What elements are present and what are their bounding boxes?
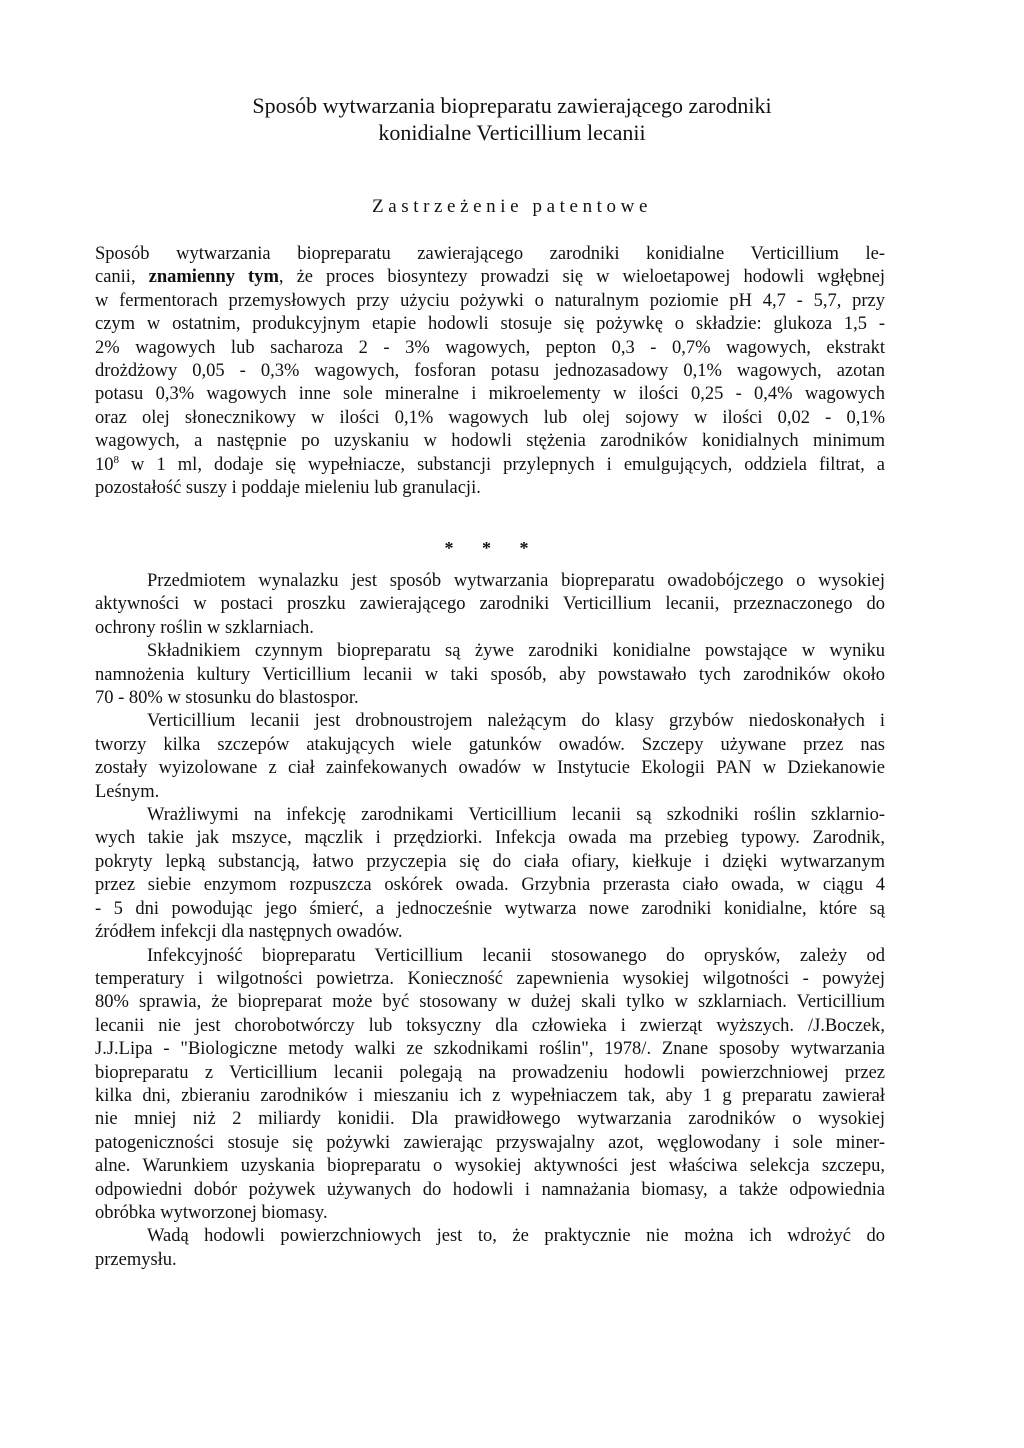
claim-line: pozostałość suszy i poddaje mieleniu lub granulacji. bbox=[95, 478, 481, 499]
description-line: J.J.Lipa - "Biologiczne metody walki ze szkodnikami roślin", 1978/. Znane sposoby wytwarzania bbox=[95, 1039, 885, 1060]
description-line: obróbka wytworzonej biomasy. bbox=[95, 1202, 328, 1223]
description-line: zostały wyizolowane z ciał zainfekowanych owadów w Instytucie Ekologii PAN w Dziekanowie bbox=[95, 758, 885, 779]
title-line-1: Sposób wytwarzania biopreparatu zawierającego zarodniki bbox=[252, 93, 772, 118]
description-line: namnożenia kultury Verticillium lecanii w taki sposób, aby powstawało tych zarodników około bbox=[95, 664, 885, 685]
description-line: ochrony roślin w szklarniach. bbox=[95, 617, 314, 638]
description-line: pokryty lepką substancją, łatwo przyczepia się do ciała ofiary, kiełkuje i dzięki wytwarzanym bbox=[95, 851, 885, 872]
claim-text: w 1 ml, dodaje się wypełniacze, substancji przylepnych i emulgujących, oddziela filtrat, a bbox=[119, 454, 885, 475]
claim-text: 10 bbox=[95, 454, 114, 475]
claim-line: drożdżowy 0,05 - 0,3% wagowych, fosforan potasu jednozasadowy 0,1% wagowych, azotan bbox=[95, 361, 885, 382]
description-line: alne. Warunkiem uzyskania biopreparatu o wysokiej aktywności jest właściwa selekcja szczepu, bbox=[95, 1156, 885, 1177]
claim-exponent: 8 bbox=[113, 453, 119, 466]
description-line: Leśnym. bbox=[95, 781, 160, 802]
description-line: Verticillium lecanii jest drobnoustrojem należącym do klasy grzybów niedoskonałych i bbox=[147, 711, 885, 732]
description-line: przez siebie enzymom rozpuszcza oskórek owada. Grzybnia przerasta ciało owada, w ciągu 4 bbox=[95, 875, 885, 896]
description-line: nie mniej niż 2 miliardy konidii. Dla prawidłowego wytwarzania zarodników o wysokiej bbox=[95, 1109, 885, 1130]
description-line: aktywności w postaci proszku zawierającego zarodniki Verticillium lecanii, przeznaczonego do bbox=[95, 594, 885, 615]
claim-emphasis: znamienny tym bbox=[148, 267, 279, 288]
description-body bbox=[95, 570, 885, 1272]
claim-line: potasu 0,3% wagowych inne sole mineralne i mikroelementy w ilości 0,25 - 0,4% wagowych bbox=[95, 384, 885, 405]
description-line: temperatury i wilgotności powietrza. Konieczność zapewnienia wysokiej wilgotności - powyżej bbox=[95, 968, 885, 989]
description-line: wych takie jak mszyce, mączlik i przędziorki. Infekcja owada ma przebieg typowy. Zarodnik, bbox=[95, 828, 885, 849]
claim-line: wagowych, a następnie po uzyskaniu w hodowli stężenia zarodników konidialnych minimum bbox=[95, 431, 885, 452]
description-line: kilka dni, zbieraniu zarodników i mieszaniu ich z wypełniaczem tak, aby 1 g preparatu zawierał bbox=[95, 1085, 885, 1106]
claim-line: Sposób wytwarzania biopreparatu zawierającego zarodniki konidialne Verticillium le- bbox=[95, 244, 885, 264]
claim-line: w fermentorach przemysłowych przy użyciu pożywki o naturalnym poziomie pH 4,7 - 5,7, przy bbox=[95, 290, 885, 311]
description-line: przemysłu. bbox=[95, 1249, 177, 1270]
description-line: 80% sprawia, że biopreparat może być stosowany w dużej skali tylko w szklarniach. Verticillium bbox=[95, 992, 885, 1013]
description-line: źródłem infekcji dla następnych owadów. bbox=[95, 922, 403, 943]
claim-line: 2% wagowych lub sacharoza 2 - 3% wagowych, pepton 0,3 - 0,7% wagowych, ekstrakt bbox=[95, 337, 885, 358]
claim-line: czym w ostatnim, produkcyjnym etapie hodowli stosuje się pożywkę o składzie: glukoza 1,5 - bbox=[95, 314, 885, 335]
description-line: patogeniczności stosuje się pożywki zawierając przyswajalny azot, węglowodany i sole miner- bbox=[95, 1132, 885, 1153]
claim-line: oraz olej słonecznikowy w ilości 0,1% wagowych lub olej sojowy w ilości 0,02 - 0,1% bbox=[95, 407, 885, 428]
section-separator: * * * bbox=[444, 538, 541, 558]
claim-text: , że proces biosyntezy prowadzi się w wieloetapowej hodowli wgłębnej bbox=[278, 267, 885, 288]
description-line: biopreparatu z Verticillium lecanii polegają na prowadzeniu hodowli powierzchniowej przez bbox=[95, 1062, 885, 1083]
claims-heading: Zastrzeżenie patentowe bbox=[371, 196, 652, 217]
description-line: Składnikiem czynnym biopreparatu są żywe zarodniki konidialne powstające w wyniku bbox=[147, 641, 885, 662]
description-line: Wrażliwymi na infekcję zarodnikami Verticillium lecanii są szkodniki roślin szklarnio- bbox=[147, 805, 885, 826]
description-line: tworzy kilka szczepów atakujących wiele gatunków owadów. Szczepy używane przez nas bbox=[95, 734, 885, 755]
title-line-2: konidialne Verticillium lecanii bbox=[378, 120, 646, 145]
description-line: Wadą hodowli powierzchniowych jest to, że praktycznie nie można ich wdrożyć do bbox=[147, 1226, 885, 1247]
claim-line bbox=[95, 454, 885, 477]
description-line: lecanii nie jest chorobotwórczy lub toksyczny dla człowieka i zwierząt wyższych. /J.Boczek, bbox=[95, 1015, 885, 1036]
document-title bbox=[120, 92, 904, 146]
claim-line bbox=[95, 266, 885, 289]
description-line: odpowiedni dobór pożywek używanych do hodowli i namnażania biomasy, a także odpowiednia bbox=[95, 1179, 885, 1200]
patent-claim bbox=[95, 243, 885, 500]
description-line: Infekcyjność biopreparatu Verticillium lecanii stosowanego do oprysków, zależy od bbox=[147, 945, 885, 966]
claim-text: canii, bbox=[95, 267, 149, 288]
description-line: Przedmiotem wynalazku jest sposób wytwarzania biopreparatu owadobójczego o wysokiej bbox=[147, 571, 885, 591]
description-line: - 5 dni powodując jego śmierć, a jednocześnie wytwarza nowe zarodniki konidialne, które są bbox=[95, 898, 885, 919]
description-line: 70 - 80% w stosunku do blastospor. bbox=[95, 688, 359, 709]
